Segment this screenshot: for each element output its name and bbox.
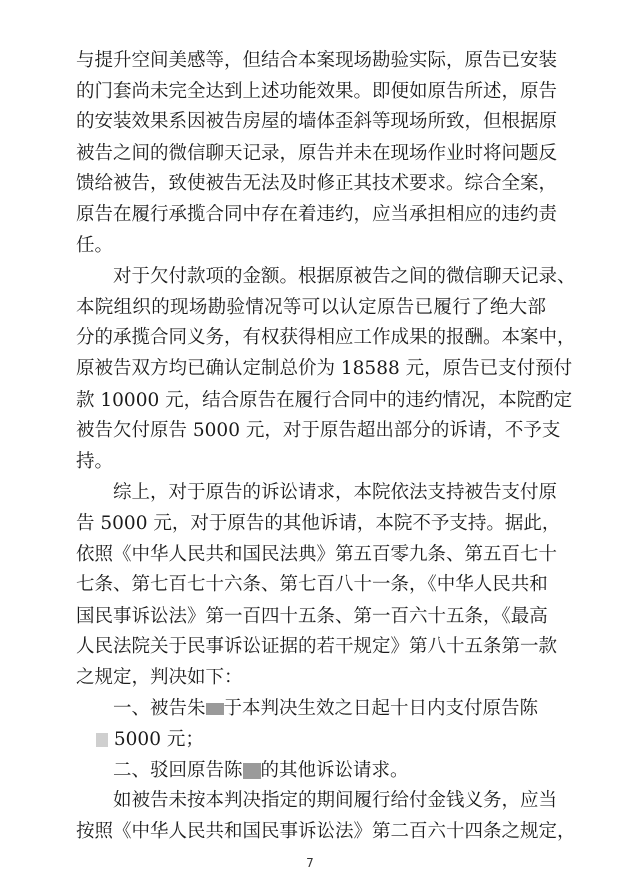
redaction-block — [216, 703, 224, 715]
paragraph-line: 七条、第七百七十六条、第七百八十一条，《中华人民共和 — [76, 574, 548, 595]
paragraph-line: 分的承揽合同义务，有权获得相应工作成果的报酬。本案中， — [76, 327, 576, 348]
paragraph-text: 于本判决生效之日起十日内支付原告陈 — [223, 698, 539, 719]
paragraph-line: 国民事诉讼法》第一百四十五条、第一百六十五条，《最高 — [76, 606, 548, 627]
paragraph-line — [76, 814, 576, 850]
paragraph-line: 款 10000 元，结合原告在履行合同中的违约情况，本院酌定 — [76, 390, 573, 411]
paragraph-line: 告 5000 元，对于原告的其他诉请，本院不予支持。据此， — [76, 513, 561, 534]
paragraph-line: 的安装效果系因被告房屋的墙体歪斜等现场所致，但根据原 — [76, 111, 558, 132]
paragraph-line: 馈给被告，致使被告无法及时修正其技术要求。综合全案， — [76, 173, 558, 194]
paragraph-line: 对于欠付款项的金额。根据原被告之间的微信聊天记录、 — [113, 266, 576, 287]
paragraph-text: 如被告未按本判决指定的期间履行给付金钱义务，应当 — [113, 790, 558, 811]
paragraph-line: 之规定，判决如下： — [76, 667, 243, 688]
paragraph-line: 持。 — [76, 451, 114, 472]
paragraph-text: 一、被告朱 — [113, 698, 206, 719]
redaction-block — [96, 733, 108, 747]
redaction-block — [206, 703, 216, 715]
paragraph-line: 的门套尚未完全达到上述功能效果。即便如原告所述，原告 — [76, 81, 558, 102]
redaction-block — [243, 763, 261, 779]
paragraph-line: 综上，对于原告的诉讼请求，本院依法支持被告支付原 — [113, 482, 558, 503]
paragraph-line: 被告之间的微信聊天记录，原告并未在现场作业时将问题反 — [76, 143, 558, 164]
paragraph-line: 依照《中华人民共和国民法典》第五百零九条、第五百七十 — [76, 544, 558, 565]
paragraph-line: 被告欠付原告 5000 元，对于原告超出部分的诉请，不予支 — [76, 420, 561, 441]
paragraph-text: 的其他诉讼请求。 — [260, 760, 409, 781]
paragraph-text: 5000 元； — [113, 729, 204, 750]
paragraph-text: 二、驳回原告陈 — [113, 760, 243, 781]
paragraph-line: 原被告双方均已确认定制总价为 18588 元，原告已支付预付 — [76, 358, 573, 379]
paragraph-line: 任。 — [76, 235, 114, 256]
paragraph-line: 本院组织的现场勘验情况等可以认定原告已履行了绝大部 — [76, 297, 546, 318]
paragraph-line: 人民法院关于民事诉讼证据的若干规定》第八十五条第一款 — [76, 636, 558, 657]
page-number: 7 — [306, 856, 314, 870]
paragraph-text: 按照《中华人民共和国民事诉讼法》第二百六十四条之规定， — [76, 821, 576, 842]
paragraph-line: 原告在履行承揽合同中存在着违约，应当承担相应的违约责 — [76, 204, 558, 225]
paragraph-line: 与提升空间美感等，但结合本案现场勘验实际，原告已安装 — [76, 50, 558, 71]
